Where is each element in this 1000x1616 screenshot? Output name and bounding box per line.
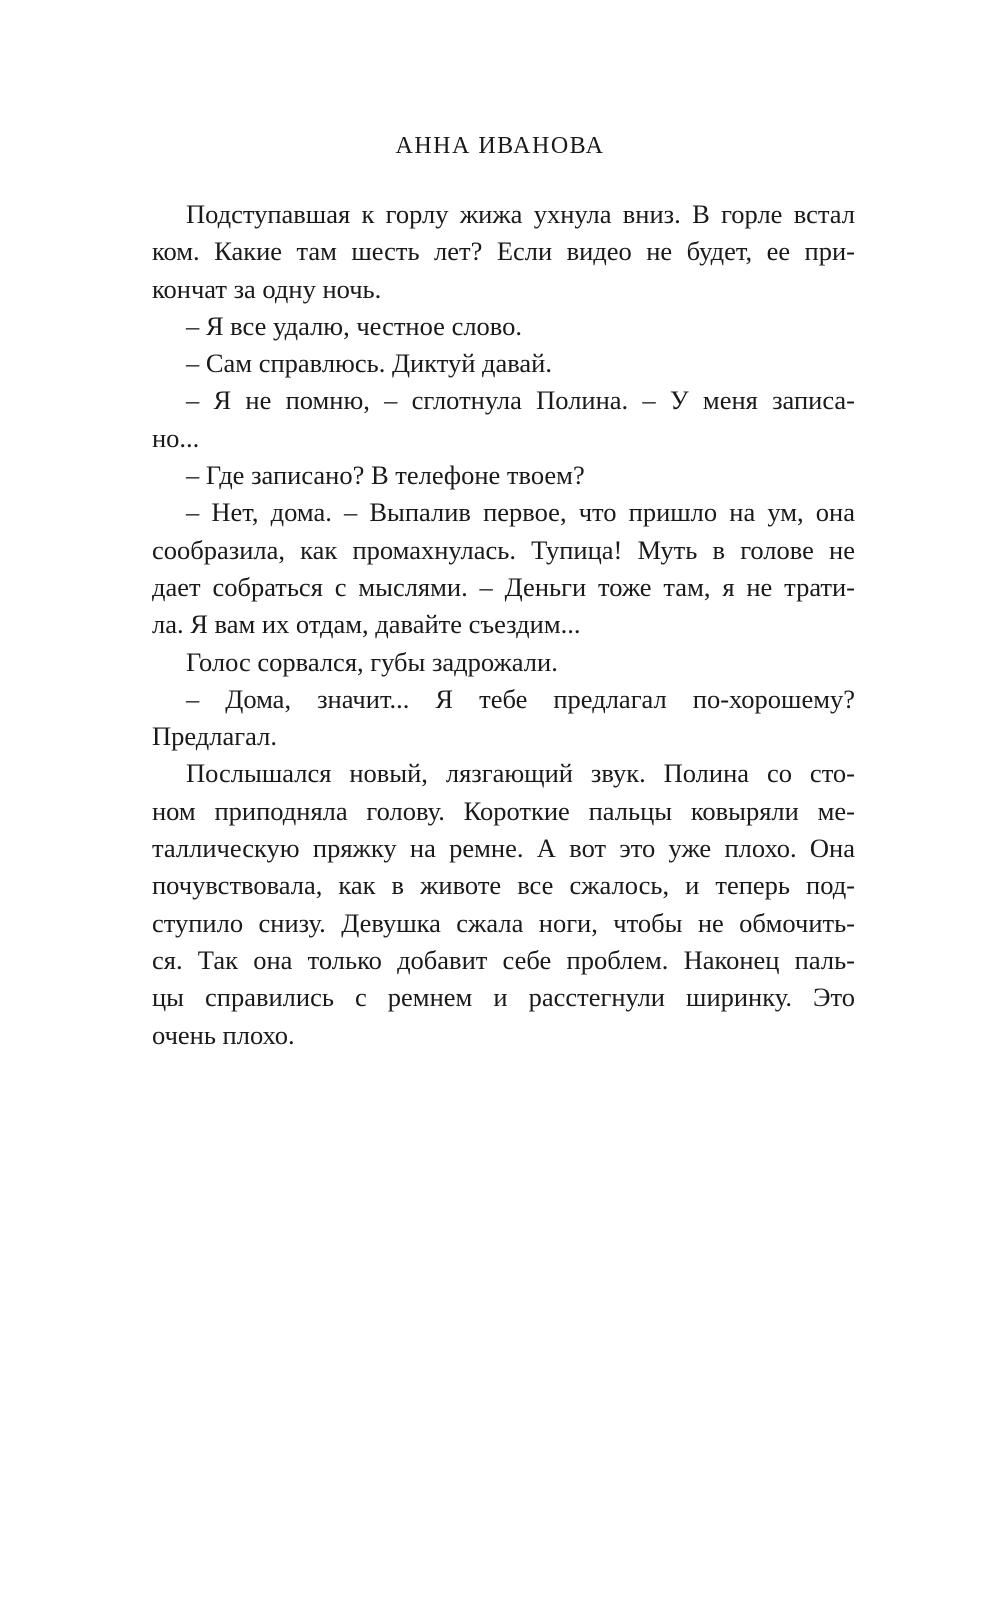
text-line: ном приподняла голову. Короткие пальцы ковыряли ме- [152,795,855,826]
text-line: ся. Так она только добавит себе проблем. Наконец паль- [152,944,855,975]
text-line: – Где записано? В телефоне твоем? [186,460,585,491]
text-line: – Сам справлюсь. Диктуй давай. [186,348,552,379]
text-line: сообразила, как промахнулась. Тупица! Муть в голове не [152,534,855,565]
text-line: – Я не помню, – сглотнула Полина. – У меня записа- [186,385,855,416]
text-line: ла. Я вам их отдам, давайте съездим... [152,609,581,640]
body-text [152,196,855,1054]
running-head-author: АННА ИВАНОВА [395,133,605,159]
text-line: таллическую пряжку на ремне. А вот это уже плохо. Она [152,833,855,864]
text-line: Подступавшая к горлу жижа ухнула вниз. В горле встал [186,199,855,229]
text-line: Голос сорвался, губы задрожали. [186,646,558,677]
text-line: цы справились с ремнем и расстегнули ширинку. Это [152,982,855,1013]
text-line: ком. Какие там шесть лет? Если видео не будет, ее при- [152,236,855,267]
text-line: кончат за одну ночь. [152,273,382,304]
text-line: – Дома, значит... Я тебе предлагал по-хорошему? [186,683,855,714]
text-line: Послышался новый, лязгающий звук. Полина со сто- [186,758,855,789]
text-line: но... [152,422,200,453]
text-line: ступило снизу. Девушка сжала ноги, чтобы не обмочить- [152,907,855,938]
text-line: Предлагал. [152,721,277,752]
text-line: – Нет, дома. – Выпалив первое, что пришло на ум, она [186,497,855,528]
text-line: почувствовала, как в животе все сжалось, и теперь под- [152,870,855,901]
text-line: дает собраться с мыслями. – Деньги тоже там, я не трати- [152,571,855,602]
text-line: – Я все удалю, честное слово. [186,310,523,341]
text-line: очень плохо. [152,1019,295,1050]
